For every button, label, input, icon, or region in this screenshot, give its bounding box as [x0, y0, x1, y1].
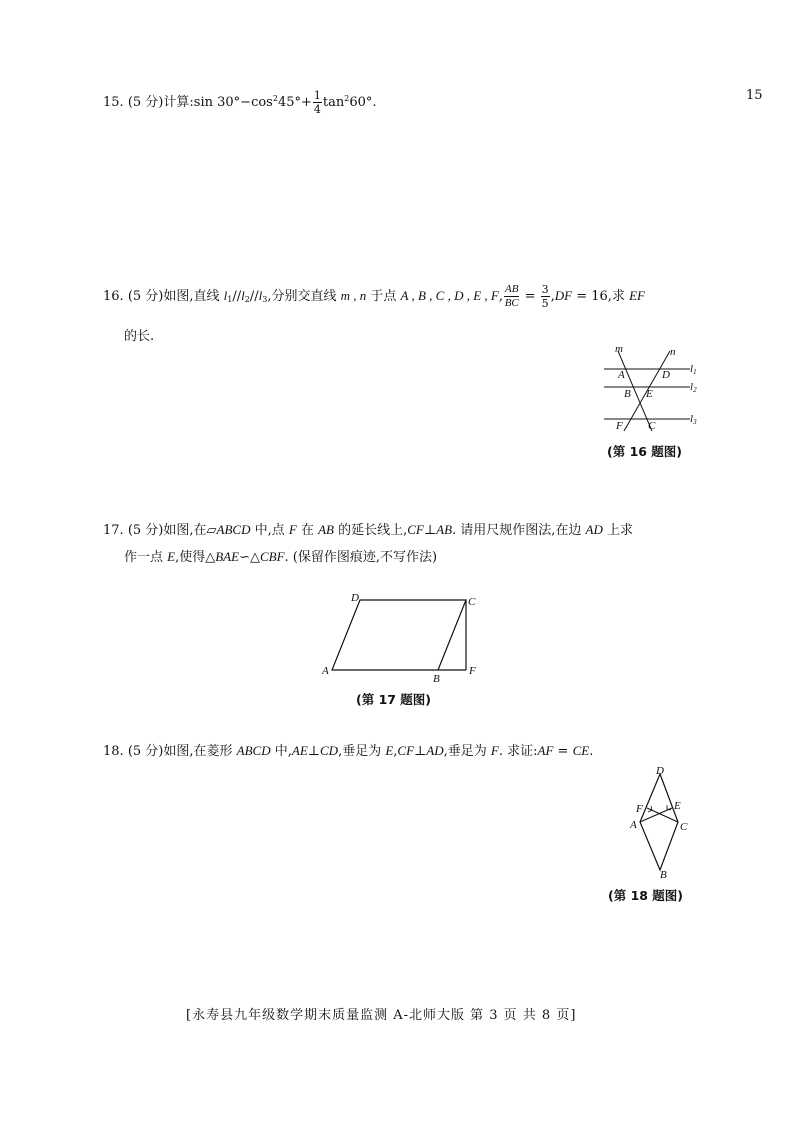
label-f: F: [616, 420, 623, 432]
parallelogram-abcd: [332, 600, 466, 670]
line-l3: l: [258, 288, 263, 303]
page-corner-mark: 15: [746, 88, 763, 103]
comma: ,: [498, 289, 503, 304]
label-a: A: [618, 369, 625, 381]
line-l1-subscript: 1: [227, 295, 233, 304]
segment-df: DF: [554, 288, 573, 303]
label-n: n: [670, 346, 676, 358]
question-number: 15.: [103, 95, 124, 110]
question-prompt: 计算:: [163, 95, 194, 110]
question-text: 中,点: [250, 523, 289, 538]
question-score: (5 分): [127, 523, 164, 538]
question-text: ,使得△: [175, 550, 216, 565]
comma: ,: [550, 289, 555, 304]
lines-m-n: m , n: [340, 288, 367, 303]
segment-cf: CF: [397, 743, 415, 758]
ratio-ab-bc: [504, 284, 519, 309]
cos-exponent: 2: [272, 94, 278, 103]
question-score: (5 分): [127, 289, 164, 304]
point-e: E: [385, 743, 394, 758]
figure-16-caption: (第 16 题图): [607, 444, 683, 459]
label-f: F: [469, 665, 476, 677]
question-score: (5 分): [127, 744, 164, 759]
sin-term: sin 30°: [193, 95, 241, 110]
fraction-numerator: 3: [541, 283, 549, 296]
question-text: 作一点: [124, 550, 168, 565]
period: .: [589, 744, 594, 759]
label-m: m: [615, 343, 623, 355]
segment-ae: AE: [291, 743, 308, 758]
cos-arg: 45°: [277, 95, 301, 110]
parallelogram-symbol: ▱: [206, 523, 217, 538]
page-footer: [永寿县九年级数学期末质量监测 A-北师大版 第 3 页 共 8 页]: [186, 1008, 577, 1023]
fraction-denominator: 4: [313, 103, 321, 116]
fraction-one-quarter: [313, 90, 322, 115]
comma: ,: [393, 744, 398, 759]
label-l3: l3: [690, 413, 697, 426]
tan-arg: 60°: [349, 95, 373, 110]
line-l2: l: [241, 288, 245, 303]
question-score: (5 分): [127, 95, 164, 110]
segment-ce: CE: [572, 743, 590, 758]
point-f: F: [490, 743, 499, 758]
plus-sign: +: [301, 95, 312, 110]
triangle-cbf: CBF: [259, 549, 285, 564]
question-text: 的延长线上,: [334, 523, 408, 538]
line-l3-subscript: 3: [262, 295, 268, 304]
rhombus-abcd: [640, 774, 678, 870]
label-l1: l1: [690, 363, 697, 376]
point-f: F: [288, 522, 297, 537]
figure-18-caption: (第 18 题图): [608, 888, 684, 903]
shape-abcd: ABCD: [236, 743, 271, 758]
fraction-denominator: 5: [541, 297, 549, 310]
segment-cf: CF: [407, 522, 424, 537]
question-16: [103, 282, 645, 311]
question-number: 17.: [103, 523, 124, 538]
question-15: [103, 90, 377, 115]
question-text: 于点: [366, 289, 401, 304]
question-text: 在: [296, 523, 319, 538]
label-d: D: [662, 369, 670, 381]
question-text: . 请用尺规作图法,在边: [452, 523, 586, 538]
question-text: 如图,在: [163, 523, 207, 538]
triangle-symbol: △: [249, 550, 260, 565]
question-text: ,垂足为: [443, 744, 491, 759]
equals-sign: =: [553, 744, 573, 759]
period: .: [372, 95, 377, 110]
perpendicular-sign: ⊥: [307, 744, 320, 759]
label-c: C: [680, 821, 688, 833]
point-list: A , B , C , D , E , F: [400, 288, 499, 303]
question-text: 如图,直线: [163, 289, 224, 304]
label-b: B: [660, 869, 667, 880]
question-17: [103, 519, 633, 538]
segment-ad: AD: [585, 522, 603, 537]
ratio-denominator: BC: [504, 297, 519, 309]
point-e: E: [167, 549, 176, 564]
parallel-sign: //: [249, 289, 259, 304]
perpendicular-sign: ⊥: [423, 523, 437, 538]
question-18: [103, 740, 593, 759]
label-d: D: [656, 765, 664, 777]
question-17-line2: [124, 546, 437, 565]
label-e: E: [646, 388, 653, 400]
segment-cd: CD: [320, 743, 339, 758]
label-d: D: [351, 592, 359, 604]
label-b: B: [433, 673, 440, 685]
label-f: F: [636, 803, 643, 815]
question-text: . (保留作图痕迹,不写作法): [284, 550, 438, 565]
label-c: C: [468, 596, 476, 608]
parallel-sign: //: [232, 289, 242, 304]
question-number: 16.: [103, 289, 124, 304]
label-e: E: [674, 800, 681, 812]
cos-func: cos: [251, 95, 273, 110]
figure-17-caption: (第 17 题图): [356, 692, 432, 707]
fraction-three-fifths: [541, 284, 550, 309]
fraction-numerator: 1: [313, 89, 321, 102]
figure-16: [598, 343, 708, 435]
tan-func: tan: [322, 95, 345, 110]
triangle-bae: BAE: [215, 549, 240, 564]
right-angle-mark-e: [667, 805, 671, 810]
tan-exponent: 2: [344, 94, 350, 103]
question-text: 中,: [270, 744, 292, 759]
question-text: ,分别交直线: [267, 289, 341, 304]
segment-ad: AD: [426, 743, 444, 758]
label-c: C: [648, 420, 656, 432]
question-text: 如图,在菱形: [163, 744, 237, 759]
label-a: A: [630, 819, 637, 831]
similar-sign: ∽: [239, 550, 250, 565]
question-text: ,垂足为: [338, 744, 386, 759]
figure-17: [318, 588, 488, 686]
line-l2-subscript: 2: [244, 295, 250, 304]
question-16-line2: 的长.: [124, 329, 155, 344]
figure-18: [622, 764, 698, 880]
line-l1: l: [223, 288, 228, 303]
question-number: 18.: [103, 744, 124, 759]
ratio-numerator: AB: [505, 283, 519, 295]
shape-abcd: ABCD: [216, 522, 251, 537]
question-text: . 求证:: [498, 744, 538, 759]
segment-af: AF: [537, 743, 554, 758]
segment-ab: AB: [436, 522, 453, 537]
minus-sign: −: [240, 95, 252, 110]
question-text: = 16,求: [572, 289, 630, 304]
equals-sign: =: [520, 289, 540, 304]
question-text: 上求: [602, 523, 634, 538]
label-a: A: [322, 665, 329, 677]
label-b: B: [624, 388, 631, 400]
segment-ab: AB: [318, 522, 334, 537]
label-l2: l2: [690, 381, 697, 394]
segment-ef: EF: [629, 288, 645, 303]
perpendicular-sign: ⊥: [414, 744, 427, 759]
